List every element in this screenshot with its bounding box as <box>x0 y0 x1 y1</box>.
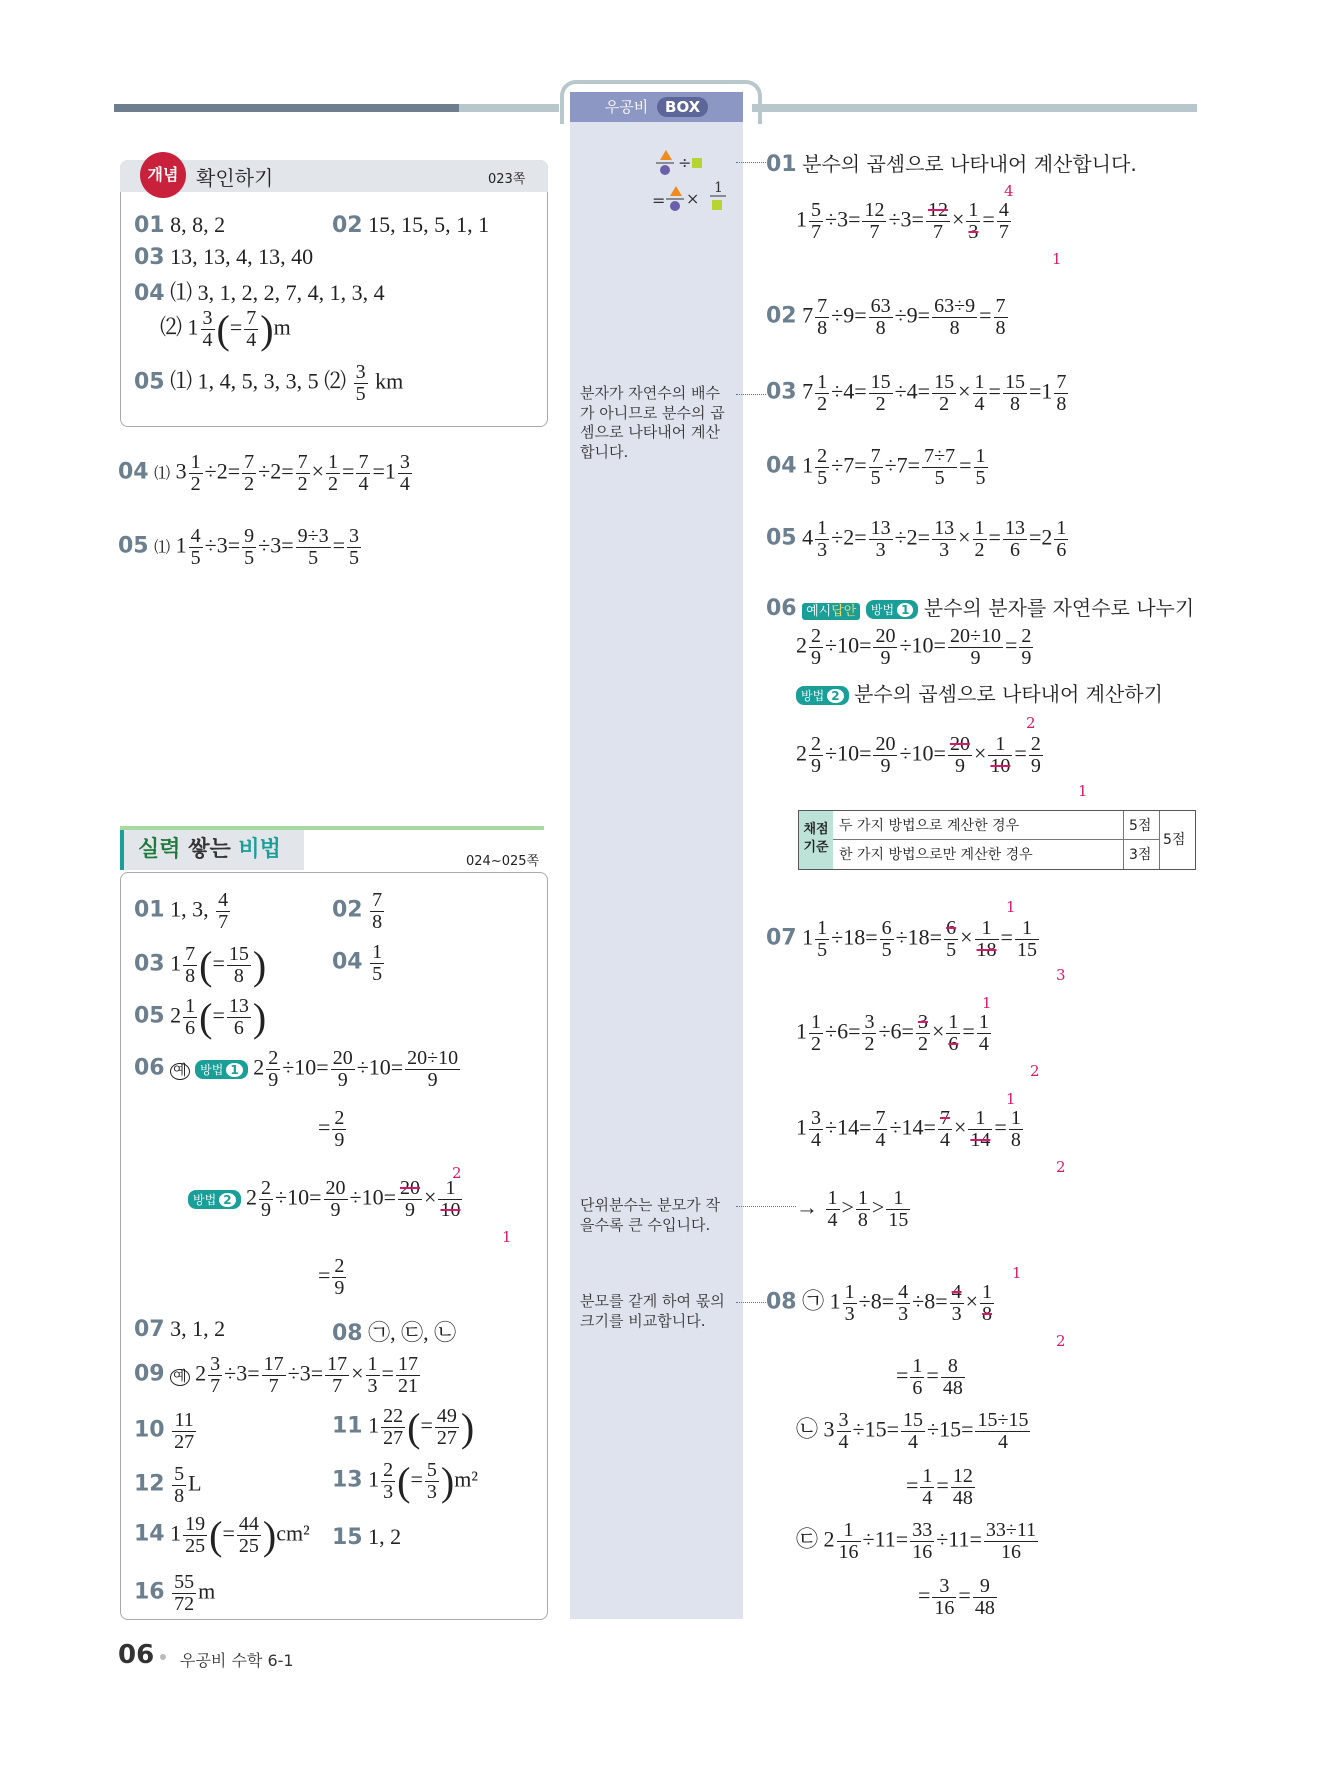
right-04: 04 1 $\frac{2}{5}$ ÷7= $\frac{7}{5}$ ÷7= $\frac{7\div 7}{5}$ = $\frac{1}{5}$ <box>766 445 986 489</box>
right-05: 05 4 $\frac{1}{3}$ ÷2= $\frac{13}{3}$ ÷2= $\frac{13}{3}$ × $\frac{1}{2}$ = $\frac{13}{6}$ =2 $\frac{1}{6}$ <box>766 517 1067 561</box>
box-header <box>570 92 743 122</box>
connector-unit <box>736 1206 796 1207</box>
right-06-title: 06 예시답안 방법 1 분수의 분자를 자연수로 나누기 <box>766 596 1195 621</box>
skill-06-method2-result: = $\frac{2}{9}$ <box>318 1255 345 1299</box>
right-08-a: 08 ㉠ 1 $\frac{1}{3}$ ÷8= $\frac{4}{3}$ ÷8= $\frac{4}{3}$ × $\frac{1}{8}$ <box>766 1281 993 1325</box>
skill-16: 16 $\frac{55}{72}$ m <box>134 1571 216 1615</box>
connector-03 <box>736 394 766 395</box>
right-03: 03 7 $\frac{1}{2}$ ÷4= $\frac{15}{2}$ ÷4= $\frac{15}{2}$ × $\frac{1}{4}$ = $\frac{15}{8}$ =1 $\frac{7}{8}$ <box>766 371 1067 415</box>
skill-07: 07 3, 1, 2 <box>134 1316 226 1342</box>
concept-title: 확인하기 <box>196 166 274 190</box>
r06-cancel-2: 2 <box>1026 714 1036 732</box>
skill-15: 15 1, 2 <box>332 1524 402 1550</box>
skill-13: 13 1 $\frac{2}{3}$ (= $\frac{5}{3}$ )m² <box>332 1459 478 1504</box>
top-bar-light <box>459 104 559 112</box>
right-07-c: 1 $\frac{3}{4}$ ÷14= $\frac{7}{4}$ ÷14= $\frac{7}{4}$ × $\frac{1}{14}$ = $\frac{1}{8}$ <box>796 1107 1021 1151</box>
score-table <box>798 810 1196 870</box>
right-08-c: ㉢ 2 $\frac{1}{16}$ ÷11= $\frac{33}{16}$ ÷11= $\frac{33\div 11}{16}$ <box>796 1519 1037 1563</box>
skill-03: 03 1 $\frac{7}{8}$ (= $\frac{15}{8}$ ) <box>134 943 267 988</box>
right-07-a: 07 1 $\frac{1}{5}$ ÷18= $\frac{6}{5}$ ÷18= $\frac{6}{5}$ × $\frac{1}{18}$ = $\frac{1}{15}$ <box>766 917 1037 961</box>
skill-05: 05 2 $\frac{1}{6}$ (= $\frac{13}{6}$ ) <box>134 995 267 1040</box>
r07b-cancel-1: 1 <box>982 994 992 1012</box>
r08a-cancel-1: 1 <box>1012 1264 1022 1282</box>
box-column <box>570 122 743 1619</box>
concept-page-ref: 023쪽 <box>488 172 526 187</box>
box-label: 우공비 <box>604 98 649 116</box>
concept-item-02: 02 15, 15, 5, 1, 1 <box>332 212 490 238</box>
shapes-formula <box>652 150 732 220</box>
concept-item-03: 03 13, 13, 4, 13, 40 <box>134 244 314 270</box>
top-bar-light-right <box>752 104 1197 112</box>
skill-08: 08 ㉠, ㉢, ㉡ <box>332 1320 457 1346</box>
box-tag: BOX <box>657 97 708 117</box>
score-total: 5점 <box>1163 832 1186 848</box>
svg-text:1: 1 <box>714 180 723 196</box>
box-note-08: 분모를 같게 하여 몫의 크기를 비교합니다. <box>580 1292 725 1330</box>
skill-14: 14 1 $\frac{19}{25}$ (= $\frac{44}{25}$ )cm² <box>134 1513 310 1558</box>
cancel-1-bottom: 1 <box>502 1228 512 1246</box>
r07b-cancel-2: 2 <box>1030 1062 1040 1080</box>
r07c-cancel-1: 1 <box>1006 1090 1016 1108</box>
right-08-a-result: = $\frac{1}{6}$ = $\frac{8}{48}$ <box>896 1355 963 1399</box>
connector-08 <box>736 1302 766 1303</box>
skill-01: 01 1, 3, $\frac{4}{7}$ <box>134 889 229 933</box>
score-head: 채점 기준 <box>799 811 833 869</box>
skill-06: 06 예 방법 1 2 $\frac{2}{9}$ ÷10= $\frac{20}{9}$ ÷10= $\frac{20\div 10}{9}$ <box>134 1047 459 1091</box>
r07a-cancel-3: 3 <box>1056 966 1066 984</box>
r01-cancel-1: 1 <box>1052 250 1062 268</box>
concept-badge: 개념 <box>140 152 186 198</box>
example-answer-badge: 예시답안 <box>802 603 860 620</box>
box-note-03: 분자가 자연수의 배수가 아니므로 분수의 곱셈으로 나타내어 계산합니다. <box>580 384 725 461</box>
right-06-calc2: 2 $\frac{2}{9}$ ÷10= $\frac{20}{9}$ ÷10= $\frac{20}{9}$ × $\frac{1}{10}$ = $\frac{2}{9}$ <box>796 733 1041 777</box>
concept-item-01: 01 8, 8, 2 <box>134 212 226 238</box>
right-08-b: ㉡ 3 $\frac{3}{4}$ ÷15= $\frac{15}{4}$ ÷15= $\frac{15\div 15}{4}$ <box>796 1409 1029 1453</box>
skill-page-ref: 024~025쪽 <box>466 854 540 869</box>
svg-text:×: × <box>686 189 700 208</box>
right-08-c-result: = $\frac{3}{16}$ = $\frac{9}{48}$ <box>918 1575 995 1619</box>
score-row-2-crit: 한 가지 방법으로만 계산한 경우 <box>839 847 1033 863</box>
score-row-1-crit: 두 가지 방법으로 계산한 경우 <box>839 818 1020 834</box>
r06-cancel-1: 1 <box>1078 782 1088 800</box>
right-01-calc: 1 $\frac{5}{7}$ ÷3= $\frac{12}{7}$ ÷3= $\frac{12}{7}$ × $\frac{1}{3}$ = $\frac{4}{7}$ <box>796 199 1009 243</box>
book-title: 우공비 수학 6-1 <box>180 1651 294 1670</box>
skill-title: 실력 쌓는 비법 <box>120 830 304 870</box>
skill-12: 12 $\frac{5}{8}$ L <box>134 1463 202 1507</box>
cancel-2-top: 2 <box>452 1164 462 1182</box>
footer-dot <box>160 1654 166 1660</box>
right-06-calc1: 2 $\frac{2}{9}$ ÷10= $\frac{20}{9}$ ÷10= $\frac{20\div 10}{9}$ = $\frac{2}{9}$ <box>796 625 1032 669</box>
skill-06-method2: 방법 2 2 $\frac{2}{9}$ ÷10= $\frac{20}{9}$ ÷10= $\frac{20}{9}$ × $\frac{1}{10}$ <box>188 1178 464 1221</box>
left-work-05: 05 ⑴ 1 $\frac{4}{5}$ ÷3= $\frac{9}{5}$ ÷3= $\frac{9\div 3}{5}$ = $\frac{3}{5}$ <box>118 525 360 569</box>
box-note-unit: 단위분수는 분모가 작을수록 큰 수입니다. <box>580 1196 720 1234</box>
svg-text:÷: ÷ <box>678 153 692 172</box>
skill-11: 11 1 $\frac{22}{27}$ (= $\frac{49}{27}$ ) <box>332 1405 475 1450</box>
connector-01 <box>736 162 766 163</box>
skill-06-result: = $\frac{2}{9}$ <box>318 1107 345 1151</box>
left-work-04: 04 ⑴ 3 $\frac{1}{2}$ ÷2= $\frac{7}{2}$ ÷2= $\frac{7}{2}$ × $\frac{1}{2}$ = $\frac{7}{4}$ =1 $\frac{3}{4}$ <box>118 451 410 495</box>
skill-10: 10 $\frac{11}{27}$ <box>134 1409 195 1453</box>
concept-item-05: 05 ⑴ 1, 4, 5, 3, 3, 5 ⑵ $\frac{3}{5}$ km <box>134 361 404 405</box>
right-02: 02 7 $\frac{7}{8}$ ÷9= $\frac{63}{8}$ ÷9= $\frac{63\div 9}{8}$ = $\frac{7}{8}$ <box>766 295 1006 339</box>
score-row-1-pts: 5점 <box>1129 818 1152 834</box>
score-row-2-pts: 3점 <box>1129 847 1152 863</box>
method-1-badge: 방법 1 <box>195 1060 248 1079</box>
right-06-method2: 방법 2 분수의 곱셈으로 나타내어 계산하기 <box>796 678 1163 707</box>
concept-item-04-2: ⑵ 1 $\frac{3}{4}$ (= $\frac{7}{4}$ )m <box>160 307 291 352</box>
right-07-compare: → $\frac{1}{4}$ > $\frac{1}{8}$ > $\frac{1}{15}$ <box>796 1187 909 1231</box>
method-2-badge: 방법 2 <box>188 1190 241 1209</box>
r08a-cancel-2: 2 <box>1056 1332 1066 1350</box>
page-number: 06 <box>118 1640 155 1670</box>
r07c-cancel-2: 2 <box>1056 1158 1066 1176</box>
top-bar-dark <box>114 104 459 112</box>
right-01-title: 01 분수의 곱셈으로 나타내어 계산합니다. <box>766 152 1137 177</box>
skill-04: 04 $\frac{1}{5}$ <box>332 941 383 985</box>
r01-cancel-4: 4 <box>1004 182 1014 200</box>
skill-09: 09 예 2 $\frac{3}{7}$ ÷3= $\frac{17}{7}$ ÷3= $\frac{17}{7}$ × $\frac{1}{3}$ = $\frac{17}{21}$ <box>134 1353 418 1397</box>
skill-02: 02 $\frac{7}{8}$ <box>332 889 383 933</box>
r07a-cancel-1: 1 <box>1006 898 1016 916</box>
right-07-b: 1 $\frac{1}{2}$ ÷6= $\frac{3}{2}$ ÷6= $\frac{3}{2}$ × $\frac{1}{6}$ = $\frac{1}{4}$ <box>796 1011 989 1055</box>
right-08-b-result: = $\frac{1}{4}$ = $\frac{12}{48}$ <box>906 1465 973 1509</box>
svg-text:=: = <box>652 191 666 210</box>
triangle-circle-square-icon <box>652 150 732 220</box>
concept-item-04: 04 ⑴ 3, 1, 2, 2, 7, 4, 1, 3, 4 <box>134 280 385 306</box>
